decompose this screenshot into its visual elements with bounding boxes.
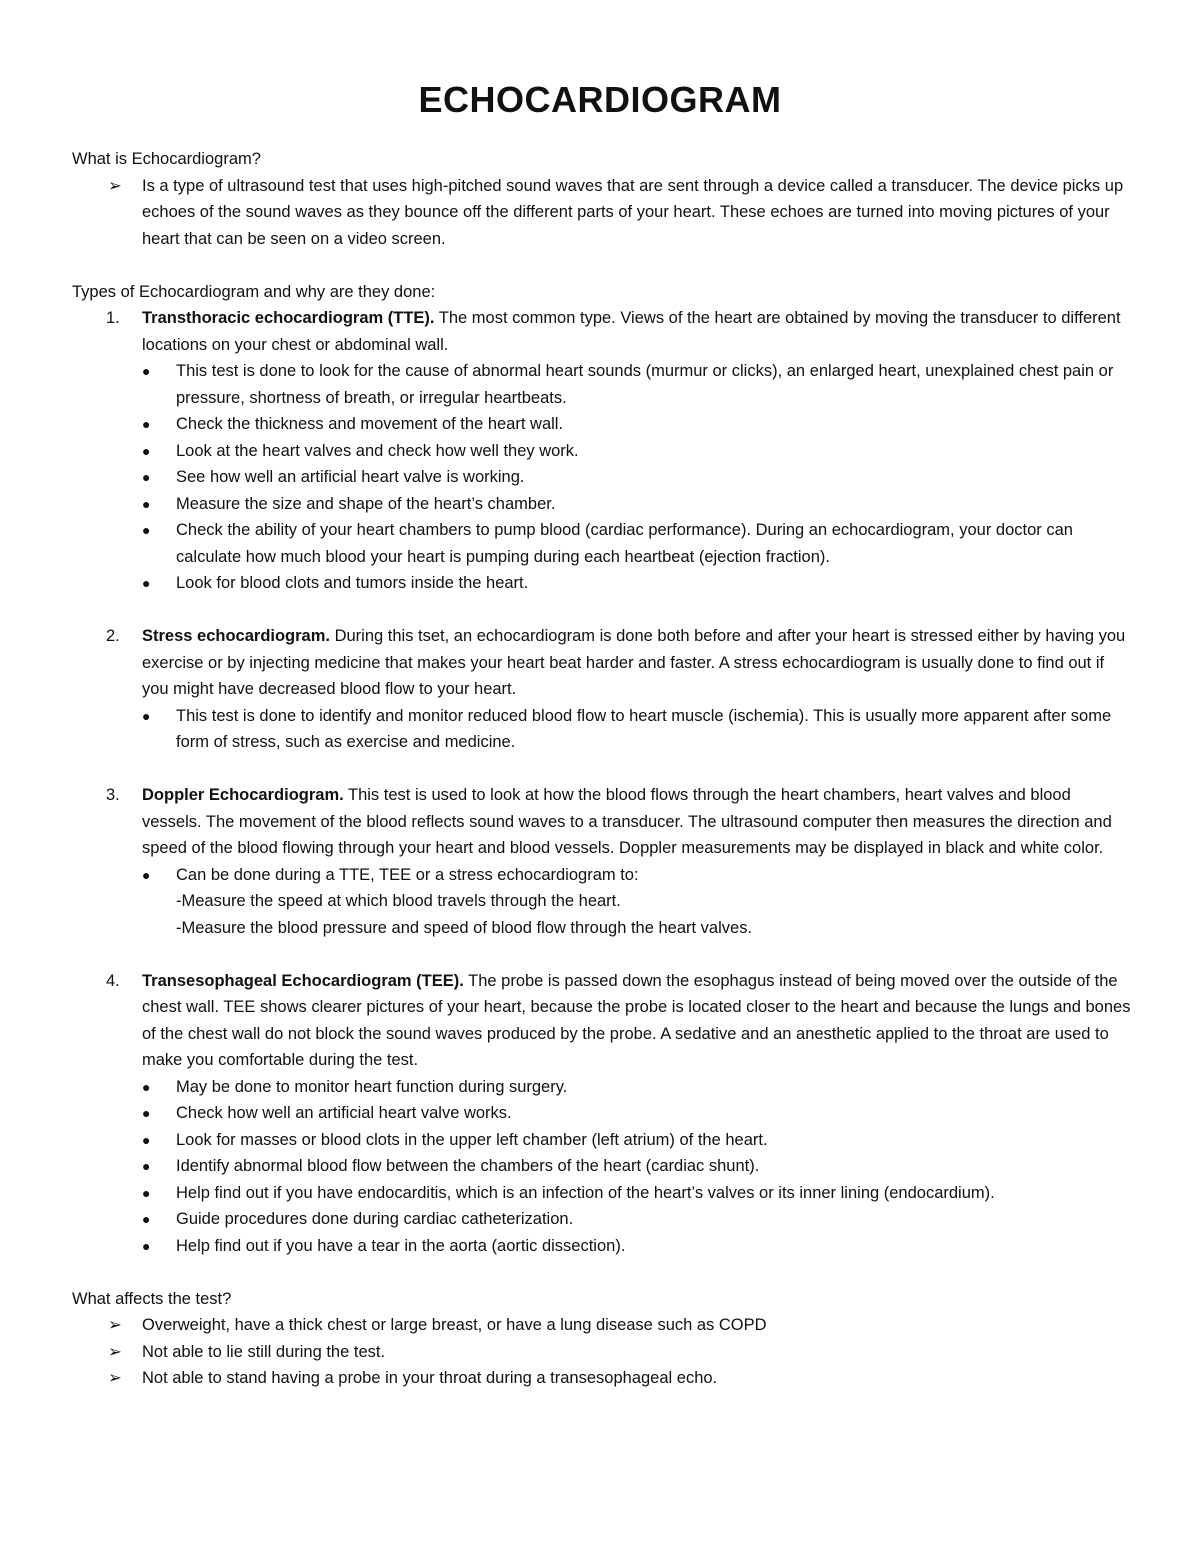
arrow-bullet-icon: ➢ (108, 1342, 122, 1361)
intro-bullet-text: Is a type of ultrasound test that uses high-pitched sound waves that are sent through a device called a transducer. The device picks up echoes of the sound waves as they bounce off the different parts of your heart. These echoes are turned into moving pictures of your heart that can be seen on a video screen. (142, 176, 1124, 248)
arrow-bullet-icon: ➢ (108, 176, 122, 195)
types-heading: Types of Echocardiogram and why are they done: (72, 282, 436, 301)
intro-bullet (72, 173, 1132, 253)
list-item: ● Check the ability of your heart chambers to pump blood (cardiac performance). During an echocardiogram, your doctor can calculate how much blood your heart is pumping during each heartbeat (ejection fraction). (72, 517, 1132, 570)
type-item-stress (72, 623, 1132, 703)
list-item: ● Help find out if you have a tear in the aorta (aortic dissection). (72, 1233, 1132, 1260)
bullet-dot-icon: ● (142, 495, 151, 512)
arrow-bullet-icon: ➢ (108, 1369, 122, 1387)
type-item-tee (72, 968, 1132, 1074)
item-number: 4. (106, 971, 120, 990)
document-title: ECHOCARDIOGRAM (418, 79, 782, 120)
list-item: ➢ Overweight, have a thick chest or large breast, or have a lung disease such as COPD (72, 1312, 1132, 1339)
list-item: ● May be done to monitor heart function during surgery. (72, 1074, 1132, 1101)
bullet-dot-icon: ● (142, 1158, 151, 1174)
bullet-dot-icon: ● (142, 575, 151, 591)
bullet-dot-icon: ● (142, 469, 151, 485)
bullet-dot-icon: ● (142, 363, 151, 379)
list-item: ● Look for masses or blood clots in the upper left chamber (left atrium) of the heart. (72, 1127, 1132, 1154)
list-item: ● Identify abnormal blood flow between the chambers of the heart (cardiac shunt). (72, 1153, 1132, 1180)
list-item: ➢ Not able to lie still during the test. (72, 1339, 1132, 1366)
bullet-dot-icon: ● (142, 1105, 151, 1121)
item-title: Transesophageal Echocardiogram (TEE). (142, 971, 464, 990)
bullet-dot-icon: ● (142, 1078, 151, 1095)
bullet-dot-icon: ● (142, 1211, 151, 1227)
bullet-dot-icon: ● (142, 442, 151, 459)
item-title: Transthoracic echocardiogram (TTE). (142, 309, 435, 327)
item-number: 1. (106, 309, 120, 327)
list-item: ● Help find out if you have endocarditis, which is an infection of the heart’s valves or its inner lining (endocardium). (72, 1180, 1132, 1207)
list-item: ● Can be done during a TTE, TEE or a stress echocardiogram to: (72, 862, 1132, 889)
list-item: ● Check how well an artificial heart valve works. (72, 1100, 1132, 1127)
bullet-dot-icon: ● (142, 416, 151, 432)
list-item: ● Check the thickness and movement of the heart wall. (72, 411, 1132, 438)
list-item: ➢ Not able to stand having a probe in your throat during a transesophageal echo. (72, 1365, 1132, 1392)
bullet-dot-icon: ● (142, 522, 151, 538)
bullet-dot-icon: ● (142, 1237, 151, 1254)
intro-heading: What is Echocardiogram? (72, 150, 261, 168)
list-item: ● See how well an artificial heart valve is working. (72, 464, 1132, 491)
item-text: During this tset, an echocardiogram is done both before and after your heart is stressed either by having you exercise or by injecting medicine that makes your heart beat harder and faster. A stress echocardiogram is usually done to find out if you might have decreased blood flow to your heart. (142, 627, 1126, 698)
bullet-dot-icon: ● (142, 1131, 151, 1148)
item-text: The probe is passed down the esophagus instead of being moved over the outside of the chest wall. TEE shows clearer pictures of your heart, because the probe is located closer to the heart and because the lungs and bones of the chest wall do not block the sound waves produced by the probe. A sedative and an anesthetic applied to the throat are used to make you comfortable during the test. (142, 971, 1131, 1069)
document-body (72, 146, 1132, 1392)
bullet-dot-icon: ● (142, 1184, 151, 1201)
item-title: Doppler Echocardiogram. (142, 786, 344, 804)
list-item: ● Look for blood clots and tumors inside the heart. (72, 570, 1132, 597)
list-item: ● This test is done to identify and monitor reduced blood flow to heart muscle (ischemia). This is usually more apparent after some form of stress, such as exercise and medicine. (72, 703, 1132, 756)
item-text: The most common type. Views of the heart are obtained by moving the transducer to different locations on your chest or abdominal wall. (142, 309, 1121, 354)
type-item-doppler (72, 782, 1132, 862)
item-number: 2. (106, 627, 120, 645)
sub-line: -Measure the speed at which blood travels through the heart. (176, 892, 621, 910)
item-number: 3. (106, 786, 120, 804)
sub-line: -Measure the blood pressure and speed of blood flow through the heart valves. (176, 918, 753, 937)
bullet-dot-icon: ● (142, 866, 151, 883)
item-title: Stress echocardiogram. (142, 627, 330, 645)
list-item: ● This test is done to look for the cause of abnormal heart sounds (murmur or clicks), an enlarged heart, unexplained chest pain or pressure, shortness of breath, or irregular heartbeats. (72, 358, 1132, 411)
list-item: ● Measure the size and shape of the heart’s chamber. (72, 491, 1132, 518)
type-item-tte (72, 305, 1132, 358)
list-item: ● Guide procedures done during cardiac catheterization. (72, 1206, 1132, 1233)
bullet-dot-icon: ● (142, 707, 151, 724)
arrow-bullet-icon: ➢ (108, 1316, 122, 1334)
list-item: ● Look at the heart valves and check how well they work. (72, 438, 1132, 465)
item-text: This test is used to look at how the blood flows through the heart chambers, heart valves and blood vessels. The movement of the blood reflects sound waves to a transducer. The ultrasound computer then measures the direction and speed of the blood flowing through your heart and blood vessels. Doppler measurements may be displayed in black and white color. (142, 786, 1112, 857)
affects-heading: What affects the test? (72, 1289, 232, 1308)
